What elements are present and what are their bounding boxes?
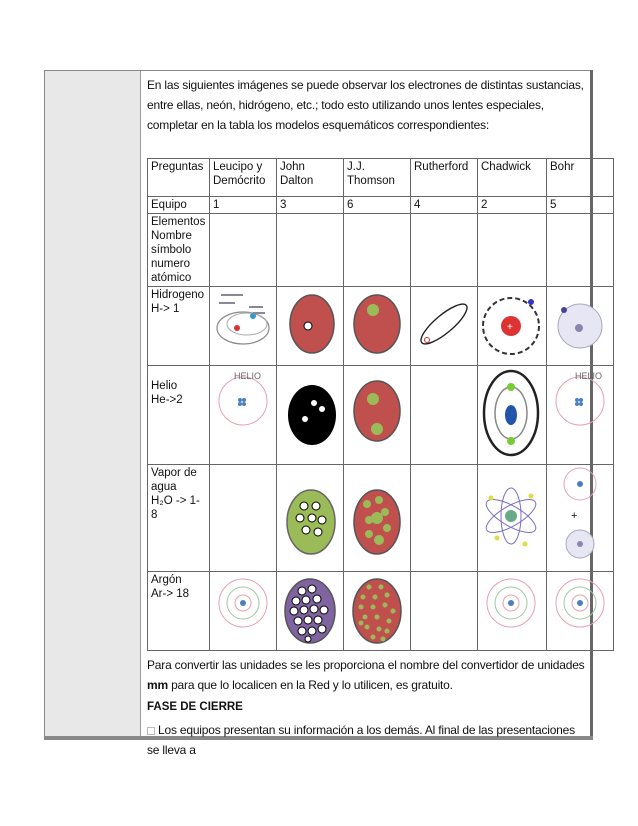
argon-orbit-icon	[213, 573, 273, 633]
header-chadwick: Chadwick	[478, 159, 547, 197]
thomson-sphere-icon	[347, 367, 407, 457]
row-label-agua	[148, 465, 210, 572]
equipo-value: 4	[411, 197, 478, 214]
thomson-sphere-icon	[347, 573, 407, 645]
row-label-argon	[148, 572, 210, 651]
empty-cell	[478, 214, 547, 287]
label-line: Hidrogeno	[151, 289, 205, 301]
label-line: símbolo	[151, 244, 192, 256]
water-dalton-model	[277, 465, 344, 572]
hydrogen-chadwick-model	[478, 287, 547, 366]
empty-cell	[210, 214, 277, 287]
dalton-green-sphere-icon	[280, 466, 340, 566]
helium-dalton-model	[277, 366, 344, 465]
argon-bohr-diagram	[547, 572, 614, 651]
table-row-agua	[148, 465, 614, 572]
hydrogen-bohr-model	[547, 287, 614, 366]
thomson-sphere-icon	[347, 288, 407, 358]
dalton-black-sphere-icon	[280, 367, 340, 457]
table-row-hidrogeno	[148, 287, 614, 366]
label-line: Argón	[151, 574, 182, 586]
argon-leucipo-diagram	[210, 572, 277, 651]
argon-orbit-icon	[481, 573, 541, 633]
models-table	[147, 158, 614, 651]
rutherford-orbit-icon	[414, 288, 474, 358]
equipo-value: 1	[210, 197, 277, 214]
empty-cell	[411, 572, 478, 651]
hydrogen-rutherford-model	[411, 287, 478, 366]
label-line: H₂O -> 1-8	[151, 495, 200, 521]
equipo-value: 3	[277, 197, 344, 214]
equipo-value: 2	[478, 197, 547, 214]
dalton-purple-sphere-icon	[280, 573, 340, 645]
helium-chadwick-model	[478, 366, 547, 465]
label-line: agua	[151, 481, 177, 493]
convert-text-after: para que lo localicen en la Red y lo utilicen, es gratuito.	[167, 678, 453, 692]
table-row-argon	[148, 572, 614, 651]
bohr-atom-icon	[550, 288, 610, 358]
equipo-label: Equipo	[148, 197, 210, 214]
dalton-sphere-icon	[280, 288, 340, 358]
empty-cell	[210, 465, 277, 572]
table-row-helio	[148, 366, 614, 465]
chadwick-helium-icon	[481, 367, 543, 459]
label-line: Ar-> 18	[151, 588, 190, 600]
row-label-helio	[148, 366, 210, 465]
label-line: Nombre	[151, 230, 192, 242]
argon-dalton-model	[277, 572, 344, 651]
row-label-hidrogeno	[148, 287, 210, 366]
label-line: atómico	[151, 272, 192, 284]
header-rutherford: Rutherford	[411, 159, 478, 197]
label-line: numero	[151, 258, 190, 270]
empty-cell	[547, 214, 614, 287]
convert-paragraph	[147, 655, 587, 695]
header-leucipo: Leucipo y Demócrito	[210, 159, 277, 197]
header-preguntas: Preguntas	[148, 159, 210, 197]
empty-cell	[411, 465, 478, 572]
argon-thomson-model	[344, 572, 411, 651]
chadwick-atom-icon	[481, 288, 543, 360]
cierre-heading: FASE DE CIERRE	[147, 701, 243, 713]
hydrogen-leucipo-diagram	[210, 287, 277, 366]
svg-text:+: +	[507, 322, 513, 333]
header-thomson: J.J. Thomson	[344, 159, 411, 197]
helium-thomson-model	[344, 366, 411, 465]
label-line: He->2	[151, 394, 183, 406]
empty-cell	[411, 366, 478, 465]
table-row-equipo	[148, 197, 614, 214]
argon-chadwick-diagram	[478, 572, 547, 651]
empty-cell	[344, 214, 411, 287]
header-bohr: Bohr	[547, 159, 614, 197]
label-line: H-> 1	[151, 303, 180, 315]
row-label-elementos	[148, 214, 210, 287]
plus-sign: +	[571, 510, 578, 522]
cierre-paragraph	[147, 720, 587, 760]
label-line: Elementos	[151, 216, 206, 228]
helium-leucipo-diagram	[210, 366, 277, 465]
helio-caption: HELIO	[234, 371, 262, 381]
table-row-elementos	[148, 214, 614, 287]
water-orbital-icon	[481, 466, 543, 566]
orbit-diagram-icon	[213, 288, 273, 358]
water-thomson-model	[344, 465, 411, 572]
checkbox-marker	[147, 727, 155, 735]
cierre-text: Los equipos presentan su información a los demás. Al final de las presentaciones se lleva a	[147, 723, 575, 757]
equipo-value: 5	[547, 197, 614, 214]
hydrogen-dalton-model	[277, 287, 344, 366]
helio-caption: HELIO	[575, 371, 603, 381]
hydrogen-thomson-model	[344, 287, 411, 366]
convert-text-before: Para convertir las unidades se les proporciona el nombre del convertidor de unidades	[147, 658, 585, 672]
water-bohr-icon	[550, 466, 610, 566]
equipo-value: 6	[344, 197, 411, 214]
label-line: Helio	[151, 380, 178, 392]
water-chadwick-model	[478, 465, 547, 572]
table-header-row	[148, 159, 614, 197]
empty-cell	[411, 214, 478, 287]
argon-orbit-icon	[550, 573, 610, 633]
label-line: Vapor de	[151, 467, 197, 479]
intro-paragraph: En las siguientes imágenes se puede observar los electrones de distintas sustancias, entre ellas, neón, hidrógeno, etc.; todo esto utilizando unos lentes especiales, completar en la tabla los modelos esquemáticos correspondientes:	[147, 78, 584, 132]
thomson-sphere-icon	[347, 466, 407, 566]
convert-bold: mm	[147, 678, 168, 692]
water-bohr-model	[547, 465, 614, 572]
helium-bohr-model	[547, 366, 614, 465]
header-dalton: John Dalton	[277, 159, 344, 197]
empty-cell	[277, 214, 344, 287]
